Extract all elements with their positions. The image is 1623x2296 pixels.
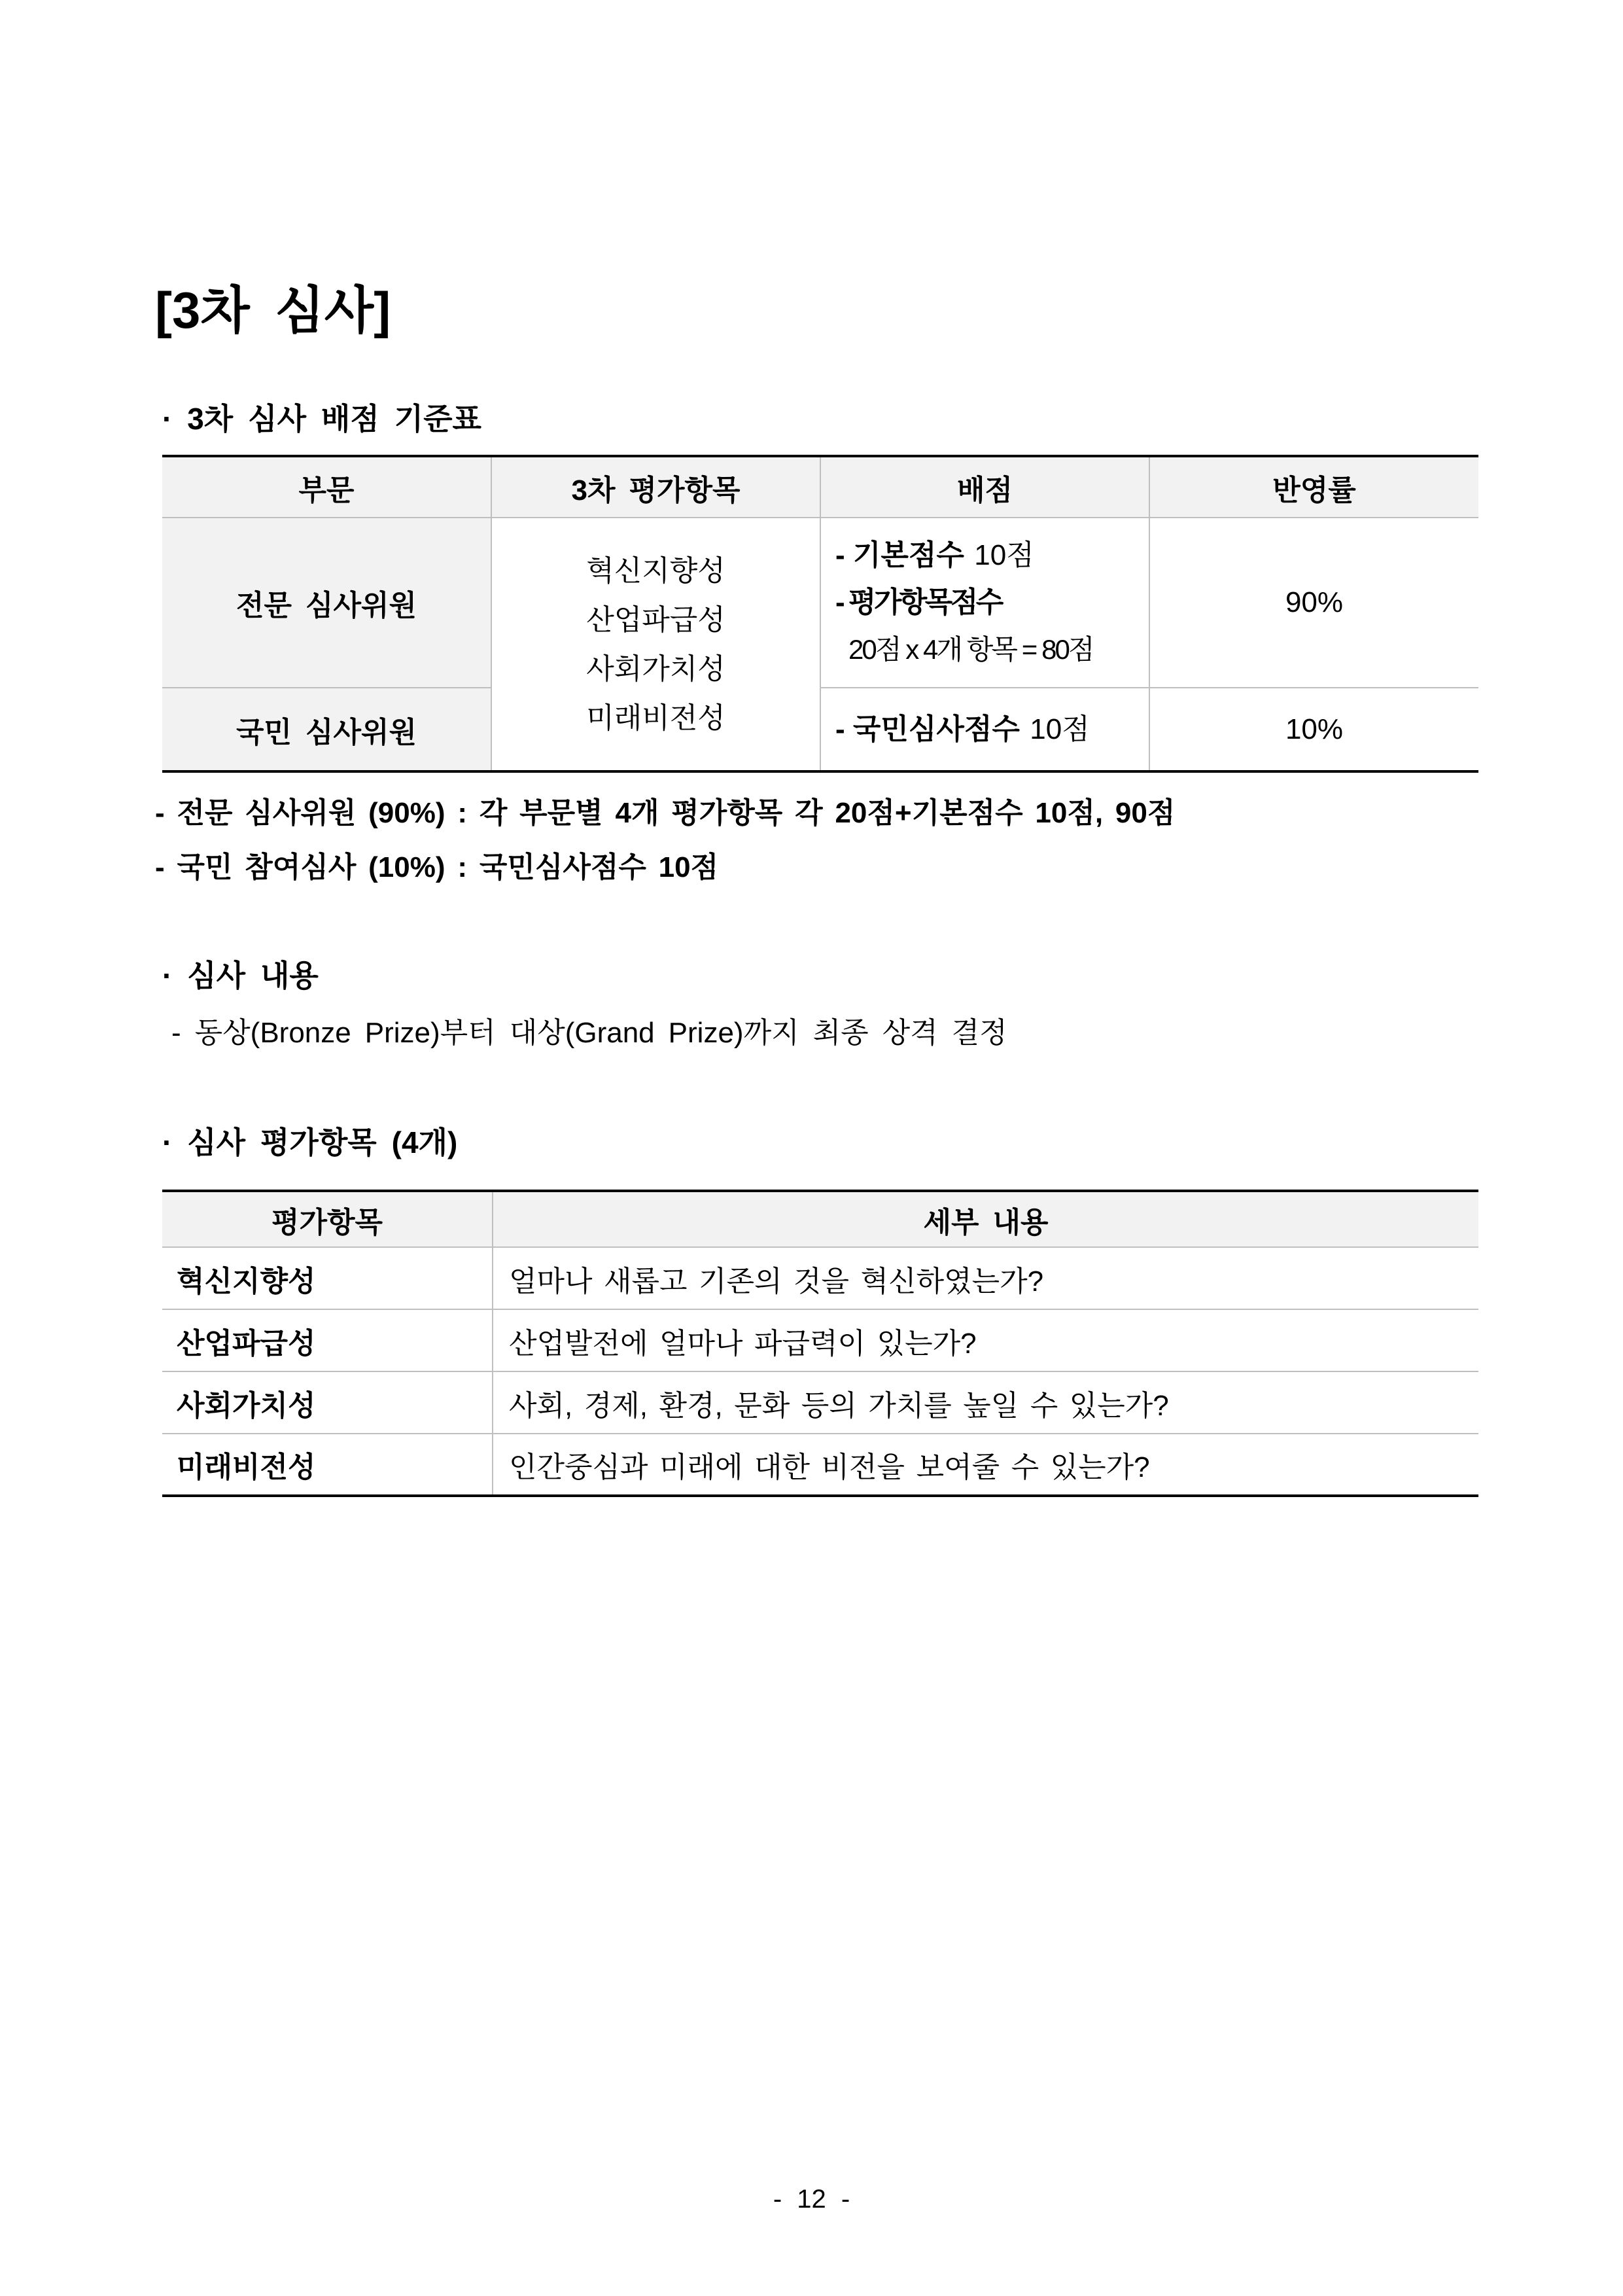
note-expert: - 전문 심사위원 (90%) : 각 부문별 4개 평가항목 각 20점+기본점수 10점, 90점 — [155, 797, 1176, 829]
header-weight: 반영률 — [1149, 456, 1478, 518]
criteria-list-cell — [491, 518, 820, 771]
header-detail: 세부 내용 — [493, 1191, 1478, 1247]
criteria-item-name: 사회가치성 — [162, 1371, 493, 1434]
base-score-label: - 기본점수 — [835, 539, 964, 571]
criteria-table-header-row — [162, 1191, 1478, 1247]
header-category: 부문 — [162, 456, 491, 518]
expert-row — [162, 518, 1478, 688]
criteria-item: 사회가치성 — [586, 652, 725, 685]
criteria-section-heading: · 심사 평가항목 (4개) — [162, 1125, 458, 1159]
criteria-table — [162, 1190, 1478, 1497]
criteria-item-name: 미래비전성 — [162, 1434, 493, 1496]
public-row — [162, 688, 1478, 771]
score-table-header-row — [162, 456, 1478, 518]
header-item: 평가항목 — [162, 1191, 493, 1247]
criteria-item-name: 혁신지향성 — [162, 1247, 493, 1309]
public-weight: 10% — [1149, 688, 1478, 771]
expert-score-cell — [820, 518, 1149, 688]
table-row — [162, 1434, 1478, 1496]
public-score-cell — [820, 688, 1149, 771]
public-category: 국민 심사위원 — [162, 688, 491, 771]
item-score-formula: 20점 x 4개 항목 = 80점 — [848, 634, 1093, 665]
public-score-line — [835, 706, 1149, 753]
table-row — [162, 1371, 1478, 1434]
note-public: - 국민 참여심사 (10%) : 국민심사점수 10점 — [155, 851, 719, 883]
criteria-item: 혁신지향성 — [586, 554, 725, 587]
criteria-item-detail: 사회, 경제, 환경, 문화 등의 가치를 높일 수 있는가? — [493, 1371, 1478, 1434]
base-score-line — [835, 532, 1149, 579]
page-number: - 12 - — [773, 2185, 850, 2214]
criteria-item-detail: 얼마나 새롭고 기존의 것을 혁신하였는가? — [493, 1247, 1478, 1309]
item-score-label: - 평가항목점수 — [835, 586, 1002, 618]
page-title: [3차 심사] — [155, 281, 391, 339]
expert-weight: 90% — [1149, 518, 1478, 688]
public-score-value: 10점 — [1030, 713, 1090, 745]
table-row — [162, 1309, 1478, 1371]
criteria-item: 미래비전성 — [586, 701, 725, 734]
base-score-value: 10점 — [974, 539, 1034, 571]
criteria-item: 산업파급성 — [586, 603, 725, 636]
expert-category: 전문 심사위원 — [162, 518, 491, 688]
criteria-item-detail: 인간중심과 미래에 대한 비전을 보여줄 수 있는가? — [493, 1434, 1478, 1496]
item-score-line — [835, 579, 1149, 626]
table-row — [162, 1247, 1478, 1309]
criteria-item-detail: 산업발전에 얼마나 파급력이 있는가? — [493, 1309, 1478, 1371]
score-table — [162, 455, 1478, 773]
criteria-item-name: 산업파급성 — [162, 1309, 493, 1371]
content-section-heading: · 심사 내용 — [162, 959, 319, 993]
header-score: 배점 — [820, 456, 1149, 518]
header-criteria: 3차 평가항목 — [491, 456, 820, 518]
public-score-label: - 국민심사점수 — [835, 713, 1020, 745]
content-section-text: - 동상(Bronze Prize)부터 대상(Grand Prize)까지 최종 상격 결정 — [171, 1017, 1007, 1049]
score-section-heading: · 3차 심사 배점 기준표 — [162, 402, 481, 436]
